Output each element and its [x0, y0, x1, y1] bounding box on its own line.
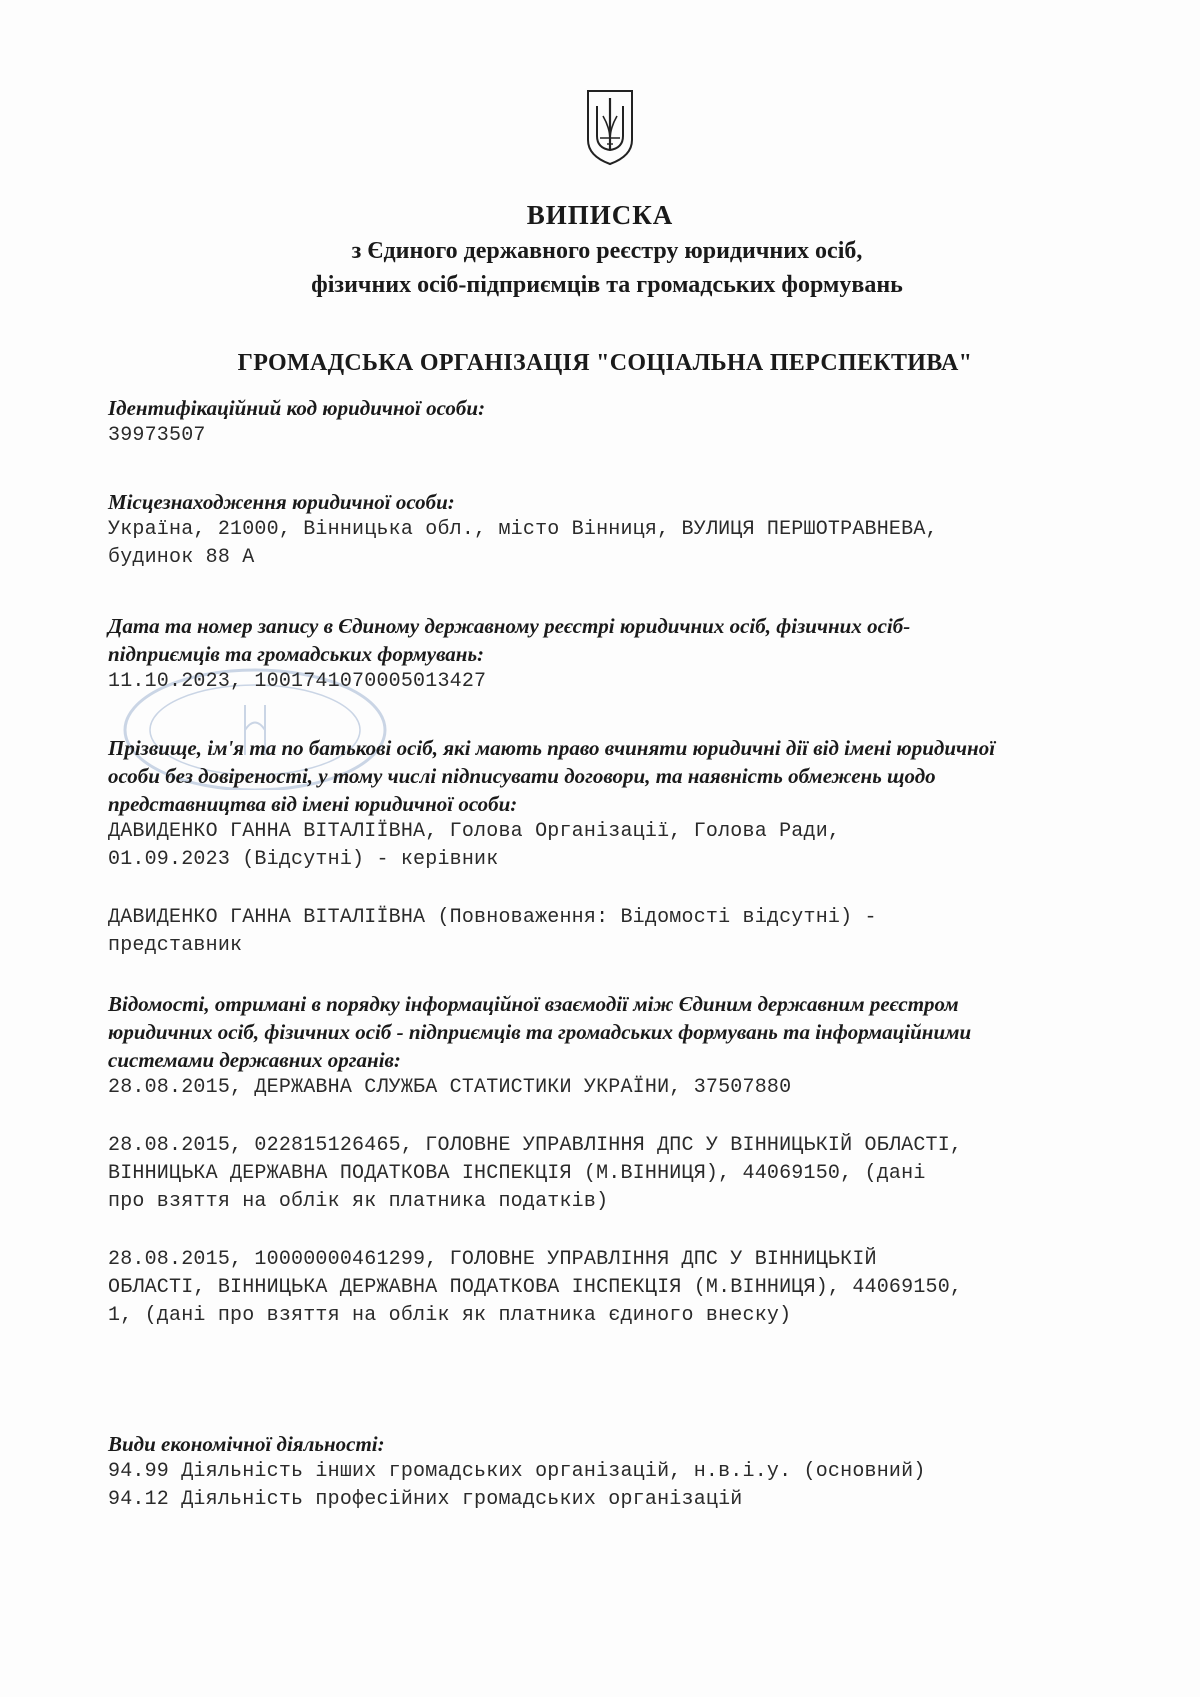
authorized-persons-label-line: особи без довіреності, у тому числі підписувати договори, та наявність обмежень щодо	[108, 764, 936, 788]
interaction-entry-line: 28.08.2015, ДЕРЖАВНА СЛУЖБА СТАТИСТИКИ УКРАЇНИ, 37507880	[108, 1076, 792, 1099]
id-code-value: 39973507	[108, 424, 206, 447]
authorized-persons-label-line: Прізвище, ім'я та по батькові осіб, які мають право вчиняти юридичні дії від імені юридичної	[108, 736, 996, 760]
id-code-label: Ідентифікаційний код юридичної особи:	[108, 396, 486, 420]
organization-name: ГРОМАДСЬКА ОРГАНІЗАЦІЯ "СОЦІАЛЬНА ПЕРСПЕКТИВА"	[237, 350, 973, 376]
authorized-persons-label-line: представництва від імені юридичної особи:	[108, 792, 518, 816]
interaction-info-label-line: системами державних органів:	[108, 1048, 401, 1072]
interaction-entry-line: ОБЛАСТІ, ВІННИЦЬКА ДЕРЖАВНА ПОДАТКОВА ІНСПЕКЦІЯ (М.ВІННИЦЯ), 44069150,	[108, 1276, 963, 1299]
authorized-person-entry-line: 01.09.2023 (Відсутні) - керівник	[108, 848, 499, 871]
authorized-persons-section	[108, 734, 1108, 960]
interaction-info-label-line: юридичних осіб, фізичних осіб - підприємців та громадських формувань та інформаційними	[108, 1020, 972, 1044]
authorized-person-entry-line: представник	[108, 934, 243, 957]
activities-section	[108, 1430, 1108, 1514]
interaction-info-section	[108, 990, 1108, 1330]
location-section	[108, 488, 1108, 572]
activity-item: 94.12 Діяльність професійних громадських організацій	[108, 1488, 743, 1511]
interaction-entry-line: ВІННИЦЬКА ДЕРЖАВНА ПОДАТКОВА ІНСПЕКЦІЯ (М.ВІННИЦЯ), 44069150, (дані	[108, 1162, 926, 1185]
interaction-entry-line: 28.08.2015, 10000000461299, ГОЛОВНЕ УПРАВЛІННЯ ДПС У ВІННИЦЬКІЙ	[108, 1248, 877, 1271]
activity-item: 94.99 Діяльність інших громадських організацій, н.в.і.у. (основний)	[108, 1460, 926, 1483]
id-code-section	[108, 394, 1108, 450]
location-value-line: будинок 88 А	[108, 546, 255, 569]
activities-label: Види економічної діяльності:	[108, 1432, 385, 1456]
location-label: Місцезнаходження юридичної особи:	[108, 490, 455, 514]
document-subtitle-line2: фізичних осіб-підприємців та громадських формувань	[311, 272, 903, 298]
interaction-entry-line: 28.08.2015, 022815126465, ГОЛОВНЕ УПРАВЛІННЯ ДПС У ВІННИЦЬКІЙ ОБЛАСТІ,	[108, 1134, 963, 1157]
document-title: ВИПИСКА	[526, 200, 674, 230]
coat-of-arms-icon	[585, 88, 635, 166]
interaction-entry-line: про взяття на облік як платника податків)	[108, 1190, 609, 1213]
registration-section	[108, 612, 1108, 696]
interaction-info-label-line: Відомості, отримані в порядку інформаційної взаємодії між Єдиним державним реєстром	[108, 992, 959, 1016]
location-value-line: Україна, 21000, Вінницька обл., місто Вінниця, ВУЛИЦЯ ПЕРШОТРАВНЕВА,	[108, 518, 938, 541]
authorized-person-entry-line: ДАВИДЕНКО ГАННА ВІТАЛІЇВНА, Голова Організації, Голова Ради,	[108, 820, 841, 843]
authorized-person-entry-line: ДАВИДЕНКО ГАННА ВІТАЛІЇВНА (Повноваження: Відомості відсутні) -	[108, 906, 877, 929]
interaction-entry-line: 1, (дані про взяття на облік як платника єдиного внеску)	[108, 1304, 792, 1327]
registration-value: 11.10.2023, 1001741070005013427	[108, 670, 487, 693]
registration-label-line: підприємців та громадських формувань:	[108, 642, 485, 666]
registration-label-line: Дата та номер запису в Єдиному державному реєстрі юридичних осіб, фізичних осіб-	[108, 614, 911, 638]
document-subtitle-line1: з Єдиного державного реєстру юридичних осіб,	[351, 238, 863, 264]
